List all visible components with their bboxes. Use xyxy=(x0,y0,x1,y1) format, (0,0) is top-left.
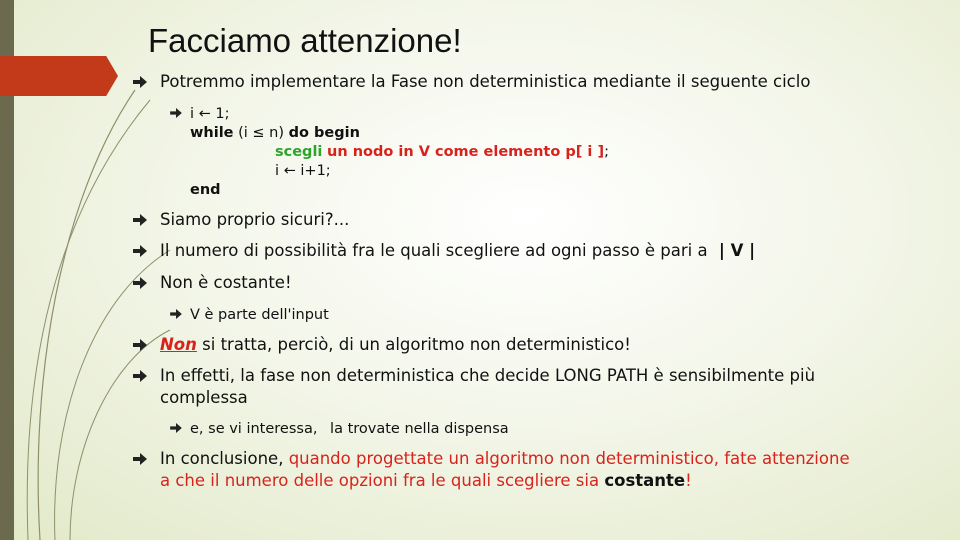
scegli-keyword: scegli xyxy=(275,144,323,160)
bullet-6-line-1: In effetti, la fase non deterministica che decide LONG PATH è sensibilmente più xyxy=(160,366,816,385)
arrow-bullet-icon xyxy=(170,309,182,319)
bullet-7-costante: costante xyxy=(604,471,686,490)
bullet-5-text xyxy=(160,334,631,356)
choice-text: un nodo in V come elemento p[ i ] xyxy=(327,144,605,160)
non-emphasis: Non xyxy=(160,335,197,354)
bullet-7-end: ! xyxy=(685,471,692,490)
bullet-1-text: Potremmo implementare la Fase non deterministica mediante il seguente ciclo xyxy=(160,72,811,91)
title-accent-tab xyxy=(0,56,118,96)
arrow-bullet-icon xyxy=(133,277,147,289)
bullet-6-sub-a: e, se vi interessa, xyxy=(190,421,318,437)
bullet-4-text: Non è costante! xyxy=(160,273,292,292)
bullet-3-text xyxy=(160,240,755,262)
arrow-bullet-icon xyxy=(133,370,147,382)
arrow-bullet-icon xyxy=(133,453,147,465)
arrow-bullet-icon xyxy=(133,76,147,88)
bullet-7-line-1 xyxy=(160,448,850,470)
code-line-increment: i ← i+1; xyxy=(275,163,331,179)
code-line-init: i ← 1; xyxy=(190,106,230,122)
bullet-7-red-2: a che il numero delle opzioni fra le quali scegliere sia xyxy=(160,471,600,490)
code-line-end: end xyxy=(190,182,221,198)
arrow-bullet-icon xyxy=(133,214,147,226)
bullet-6-line-2: complessa xyxy=(160,388,248,407)
bullet-7-start: In conclusione, xyxy=(160,449,284,468)
semicolon: ; xyxy=(604,144,609,160)
bullet-5-rest: si tratta, perciò, di un algoritmo non deterministico! xyxy=(202,335,631,354)
bullet-4-sub: V è parte dell'input xyxy=(190,307,329,323)
while-keyword: while xyxy=(190,125,234,141)
bullet-3-value: | V | xyxy=(718,241,756,260)
do-begin-keyword: do begin xyxy=(288,125,360,141)
bullet-3-main: Il numero di possibilità fra le quali scegliere ad ogni passo è pari a xyxy=(160,241,708,260)
arrow-bullet-icon xyxy=(133,339,147,351)
bullet-7-line-2 xyxy=(160,470,692,492)
arrow-bullet-icon xyxy=(170,423,182,433)
bullet-2-text: Siamo proprio sicuri?... xyxy=(160,210,350,229)
arrow-bullet-icon xyxy=(170,108,182,118)
slide-title: Facciamo attenzione! xyxy=(148,22,462,59)
bullet-6-sub-b: la trovate nella dispensa xyxy=(330,421,509,437)
arrow-bullet-icon xyxy=(133,245,147,257)
bullet-6-sub xyxy=(190,418,509,440)
bullet-7-red-1: quando progettate un algoritmo non deterministico, fate attenzione xyxy=(288,449,850,468)
while-condition: (i ≤ n) xyxy=(238,125,285,141)
